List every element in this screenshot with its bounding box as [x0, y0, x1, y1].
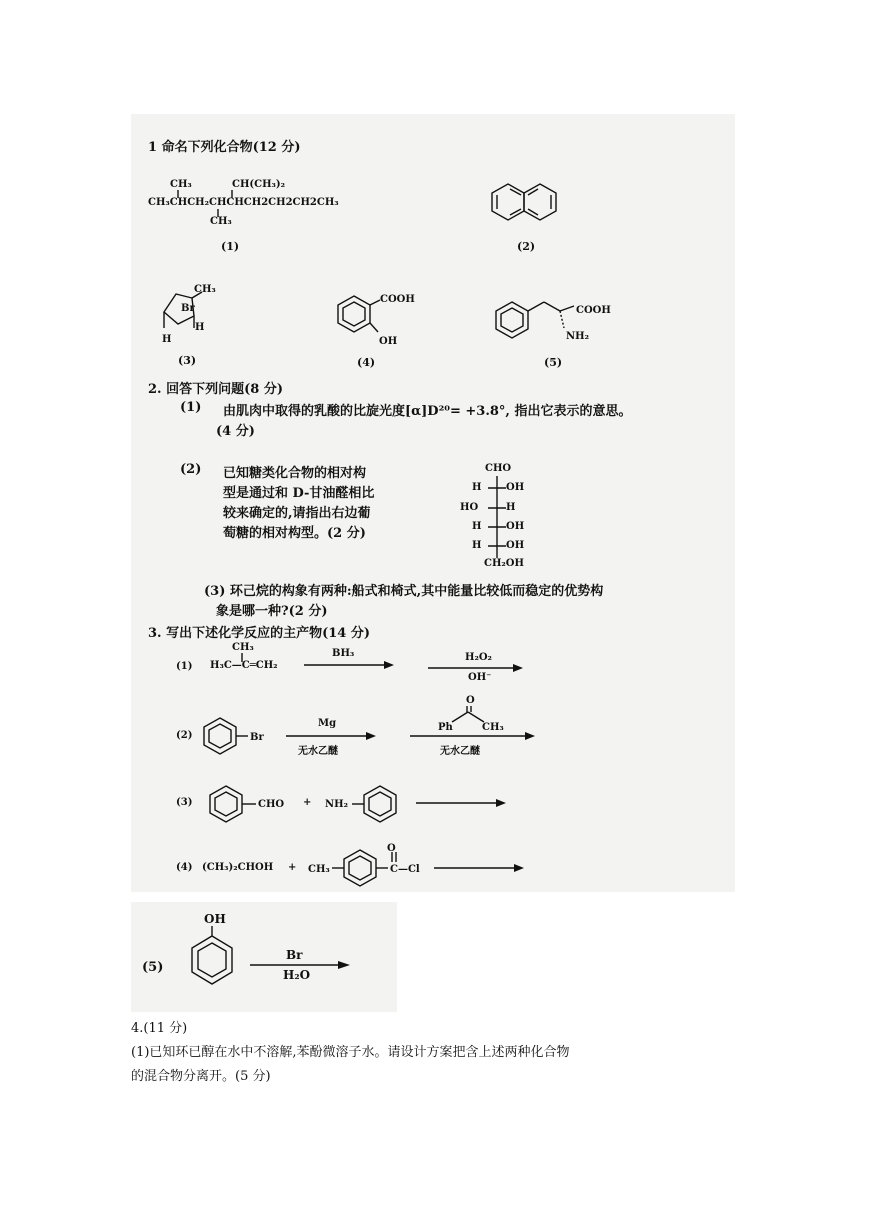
q3-title: 3. 写出下述化学反应的主产物(14 分) [148, 626, 371, 641]
r1-reagent: BH₃ [332, 648, 355, 659]
label-compound-2: (2) [517, 240, 536, 253]
r2-bromine: Br [250, 732, 264, 743]
r4-number: (4) [176, 862, 193, 873]
r1-methyl: CH₃ [232, 642, 254, 653]
r4-carbonyl-oxygen: O [387, 843, 396, 854]
fischer-row3-right: OH [506, 521, 525, 532]
r1-arrow-1 [304, 661, 394, 671]
r2-solvent-2: 无水乙醚 [440, 746, 480, 757]
r2-carbonyl-oxygen: O [466, 695, 475, 706]
r3-benzaldehyde-ring [206, 784, 266, 828]
r2-reagent-mg: Mg [318, 718, 337, 729]
c1-top-isopropyl: CH(CH₃)₂ [232, 179, 286, 190]
q2-part2-line3: 较来确定的,请指出右边葡 [223, 506, 371, 521]
r4-arrow [434, 864, 524, 874]
fischer-bottom: CH₂OH [484, 558, 524, 569]
q2-part3-line1: (3) 环己烷的构象有两种:船式和椅式,其中能量比较低而稳定的优势构 [204, 584, 604, 599]
r3-number: (3) [176, 797, 193, 808]
r3-amine: NH₂ [325, 799, 348, 810]
q2-part2-number: (2) [180, 462, 202, 477]
c1-bond-lines [170, 185, 270, 245]
c3-methyl: CH₃ [194, 284, 216, 295]
q2-part1-text: 由肌肉中取得的乳酸的比旋光度[α]D²⁰= +3.8°, 指出它表示的意思。 [223, 404, 632, 419]
r1-base: OH⁻ [468, 672, 492, 683]
fischer-row3-left: H [472, 521, 482, 532]
r2-arrow-2 [410, 732, 535, 742]
c4-carboxyl: COOH [380, 294, 415, 305]
q2-part1-number: (1) [180, 400, 202, 415]
r1-number: (1) [176, 661, 193, 672]
q4-title: 4.(11 分) [131, 1021, 188, 1036]
q2-part2-line4: 萄糖的相对构型。(2 分) [223, 526, 366, 541]
label-compound-1: (1) [221, 240, 240, 253]
c5-carboxyl: COOH [576, 305, 611, 316]
c1-main-chain: CH₃CHCH₂CHCHCH2CH2CH2CH₃ [148, 197, 339, 208]
q2-part1-score: (4 分) [216, 424, 255, 439]
r1-substrate: H₃C—C═CH₂ [210, 660, 278, 671]
c3-hydrogen-left: H [162, 334, 172, 345]
r1-oxidant: H₂O₂ [465, 652, 492, 663]
r2-methyl: CH₃ [482, 722, 504, 733]
r5-hydroxyl: OH [204, 912, 226, 926]
fischer-row1-left: H [472, 482, 482, 493]
q2-part2-line1: 已知糖类化合物的相对构 [223, 466, 367, 481]
r4-acyl-chloride: C—Cl [390, 864, 420, 875]
fischer-top: CHO [485, 463, 512, 474]
fischer-row4-right: OH [506, 540, 525, 551]
r3-aniline-ring [350, 784, 410, 828]
c4-hydroxyl: OH [379, 336, 398, 347]
c5-amine: NH₂ [566, 331, 589, 342]
fischer-row4-left: H [472, 540, 482, 551]
c3-hydrogen-right: H [195, 322, 205, 333]
label-compound-3: (3) [178, 354, 197, 367]
fischer-row2-left: HO [460, 502, 479, 513]
r5-phenol-ring [186, 926, 246, 996]
r3-aldehyde: CHO [258, 799, 285, 810]
r4-isopropanol: (CH₃)₂CHOH [202, 862, 274, 873]
label-compound-4: (4) [357, 356, 376, 369]
q4-line2: 的混合物分离开。(5 分) [131, 1069, 271, 1084]
r4-methyl: CH₃ [308, 864, 330, 875]
r5-number: (5) [142, 960, 164, 975]
r4-plus: + [288, 862, 297, 873]
q1-title: 1 命名下列化合物(12 分) [148, 140, 301, 155]
fischer-row2-right: H [506, 502, 516, 513]
fischer-row1-right: OH [506, 482, 525, 493]
c1-bottom-methyl: CH₃ [210, 216, 232, 227]
r3-plus: + [303, 797, 312, 808]
scanned-reaction-5-block [131, 902, 397, 1012]
q2-part3-line2: 象是哪一种?(2 分) [216, 604, 328, 619]
q2-title: 2. 回答下列问题(8 分) [148, 382, 283, 397]
label-compound-5: (5) [544, 356, 563, 369]
r2-arrow-1 [286, 732, 376, 742]
r2-number: (2) [176, 730, 193, 741]
q2-part2-line2: 型是通过和 D-甘油醛相比 [223, 486, 375, 501]
c1-top-methyl: CH₃ [170, 179, 192, 190]
r3-arrow [416, 799, 506, 809]
r5-bromine-reagent: Br [286, 948, 303, 962]
naphthalene-structure [488, 182, 568, 232]
r5-water: H₂O [283, 968, 311, 982]
c3-bromine: Br [181, 303, 195, 314]
r2-phenyl: Ph [438, 722, 453, 733]
q4-line1: (1)已知环已醇在水中不溶解,苯酚微溶子水。请设计方案把含上述两种化合物 [131, 1045, 570, 1060]
r2-solvent-1: 无水乙醚 [298, 746, 338, 757]
